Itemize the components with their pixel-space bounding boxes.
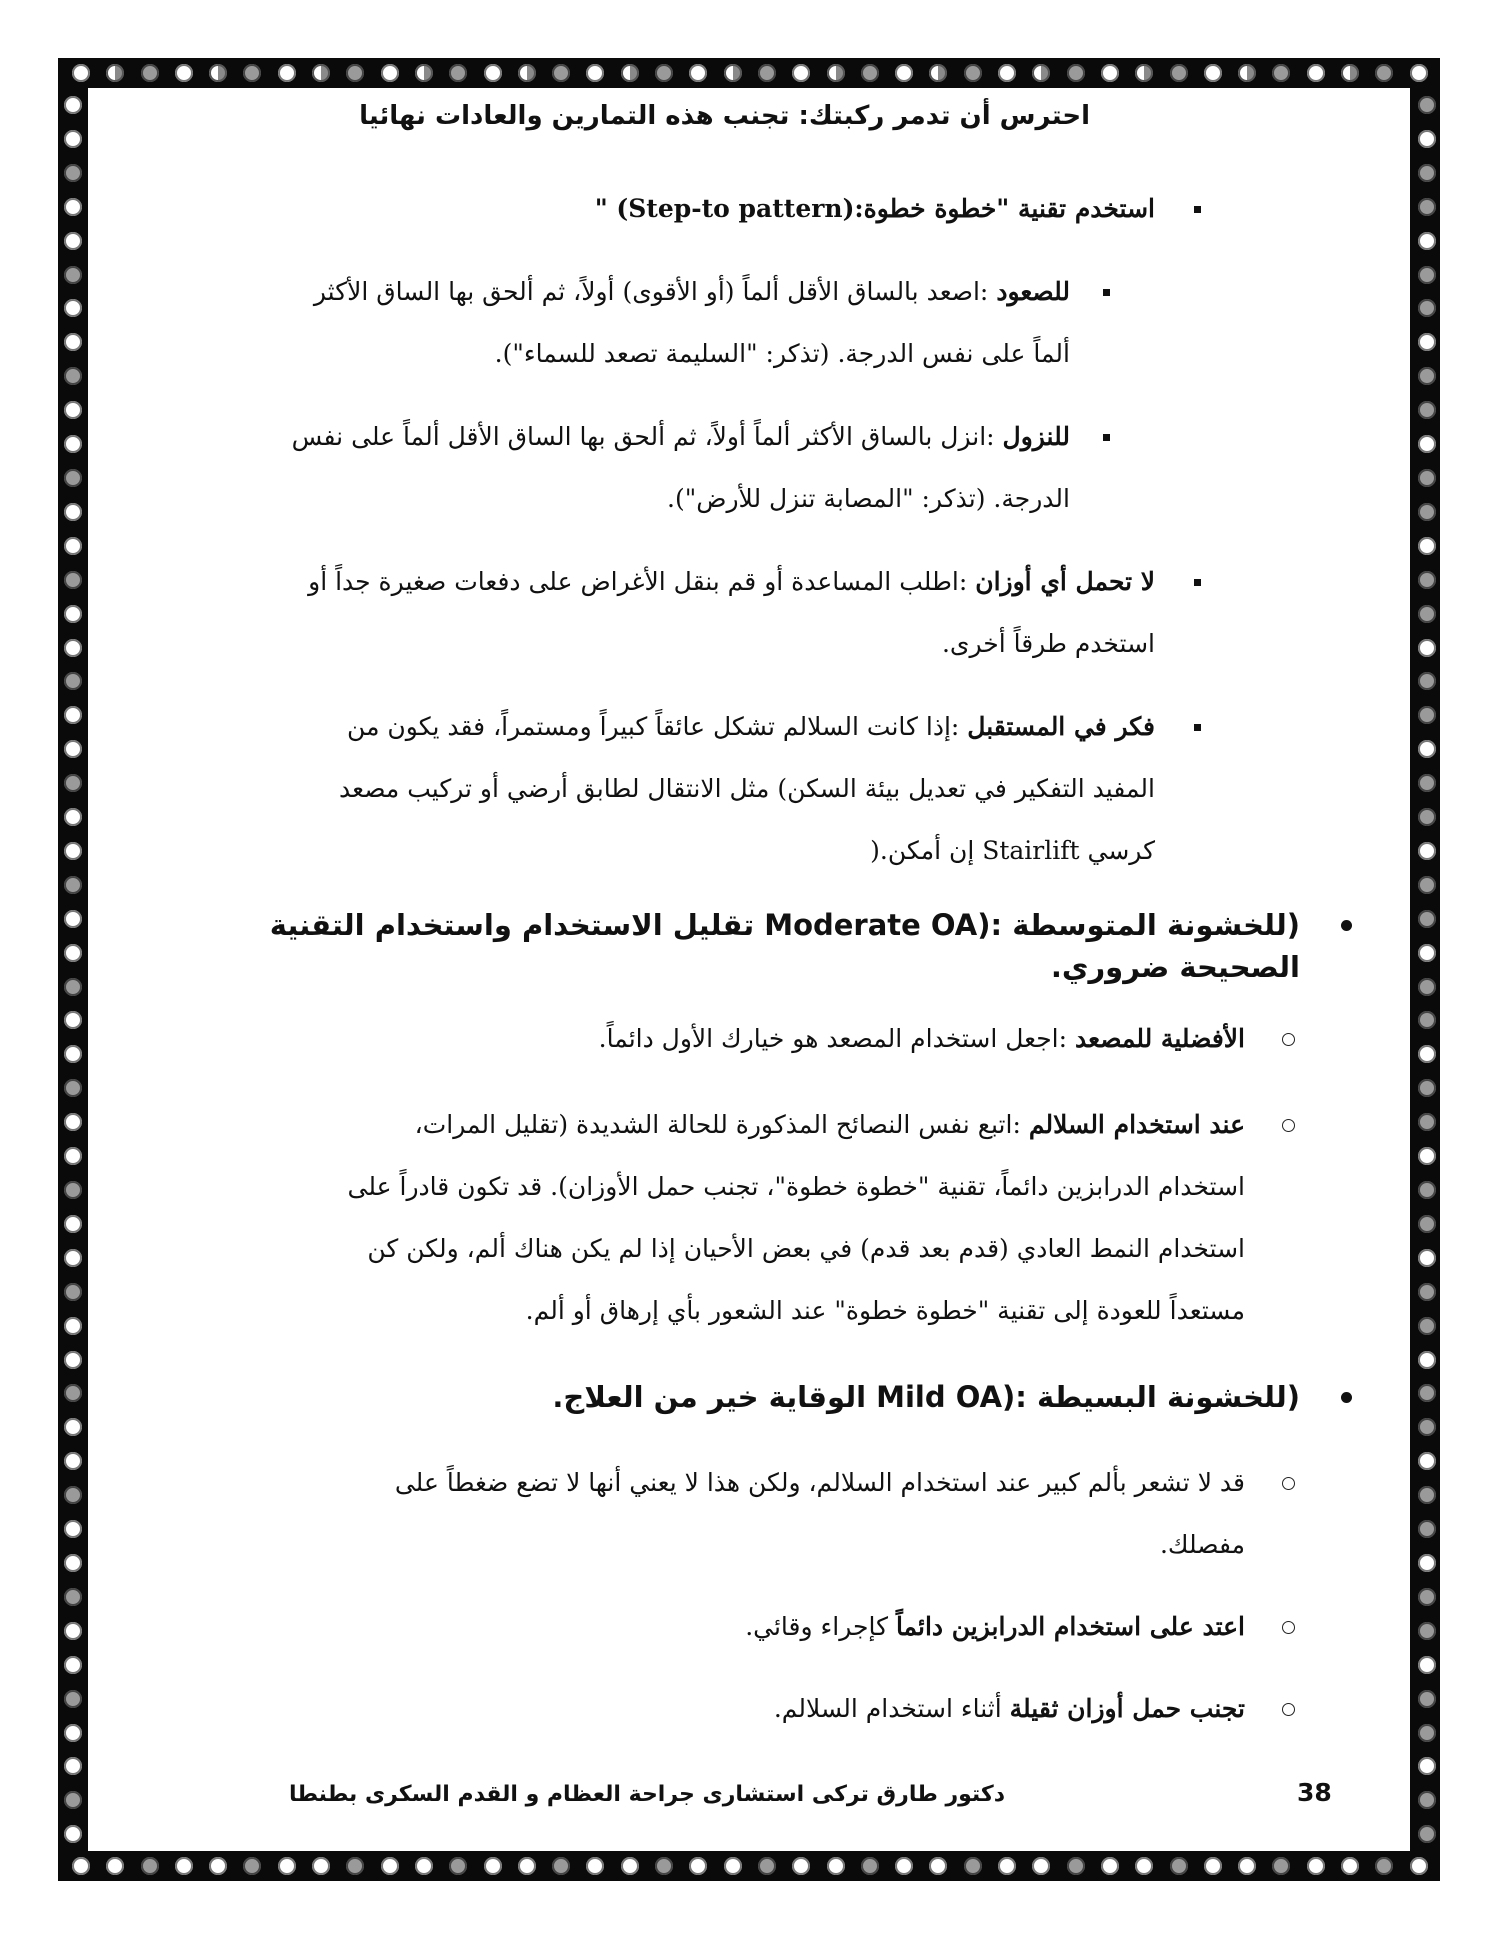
frame-dot-icon	[64, 910, 82, 928]
frame-dot-icon	[689, 64, 707, 82]
frame-dot-icon	[1204, 64, 1222, 82]
frame-dot-icon	[64, 605, 82, 623]
frame-dot-icon	[1418, 1418, 1436, 1436]
frame-dot-icon	[64, 842, 82, 860]
frame-dot-icon	[449, 64, 467, 82]
frame-dot-icon	[895, 64, 913, 82]
frame-dot-icon	[64, 198, 82, 216]
frame-dot-icon	[415, 1857, 433, 1875]
frame-dot-icon	[64, 876, 82, 894]
frame-dot-icon	[1418, 910, 1436, 928]
frame-dot-icon	[1418, 672, 1436, 690]
frame-dot-icon	[64, 639, 82, 657]
frame-dot-icon	[415, 64, 433, 82]
frame-dot-icon	[1418, 706, 1436, 724]
frame-dot-icon	[827, 1857, 845, 1875]
frame-dot-icon	[243, 1857, 261, 1875]
frame-dot-icon	[141, 1857, 159, 1875]
frame-dot-icon	[64, 266, 82, 284]
frame-dot-icon	[64, 1384, 82, 1402]
frame-dot-icon	[1418, 198, 1436, 216]
frame-dot-icon	[278, 64, 296, 82]
frame-dot-icon	[1418, 876, 1436, 894]
frame-dot-icon	[209, 1857, 227, 1875]
frame-dot-icon	[655, 64, 673, 82]
no-weights-text: :اطلب المساعدة أو قم بنقل الأغراض على دفعات صغيرة جداً أو استخدم طرقاً أخرى.	[308, 567, 1155, 658]
hollow-circle-bullet-icon	[1282, 1033, 1295, 1046]
frame-dot-icon	[552, 64, 570, 82]
frame-dot-icon	[1170, 64, 1188, 82]
frame-dot-icon	[312, 64, 330, 82]
frame-dot-icon	[64, 1147, 82, 1165]
frame-dot-icon	[64, 1283, 82, 1301]
frame-dot-icon	[64, 537, 82, 555]
frame-dot-icon	[449, 1857, 467, 1875]
frame-dot-icon	[64, 333, 82, 351]
frame-dot-icon	[1418, 537, 1436, 555]
frame-dot-icon	[64, 1554, 82, 1572]
frame-dots-bottom	[72, 1855, 1428, 1877]
mild-oa-heading	[260, 1376, 1300, 1418]
frame-dot-icon	[64, 1045, 82, 1063]
frame-dot-icon	[64, 1181, 82, 1199]
frame-dot-icon	[1418, 1113, 1436, 1131]
frame-dot-icon	[1418, 1554, 1436, 1572]
frame-dot-icon	[1418, 96, 1436, 114]
frame-dot-icon	[1238, 64, 1256, 82]
filled-circle-bullet-icon	[1341, 1392, 1352, 1403]
avoid-heavy-text: أثناء استخدام السلالم.	[773, 1694, 1010, 1723]
frame-dot-icon	[64, 469, 82, 487]
frame-dot-icon	[1238, 1857, 1256, 1875]
frame-dot-icon	[1418, 1011, 1436, 1029]
frame-dot-icon	[64, 1757, 82, 1775]
frame-dot-icon	[64, 1113, 82, 1131]
frame-dot-icon	[64, 1520, 82, 1538]
frame-dot-icon	[484, 1857, 502, 1875]
frame-dot-icon	[895, 1857, 913, 1875]
frame-dot-icon	[861, 64, 879, 82]
frame-dot-icon	[1418, 978, 1436, 996]
frame-dot-icon	[278, 1857, 296, 1875]
frame-dot-icon	[64, 1791, 82, 1809]
frame-dot-icon	[1135, 64, 1153, 82]
frame-dot-icon	[381, 64, 399, 82]
filled-circle-bullet-icon	[1341, 920, 1352, 931]
frame-dots-top	[72, 62, 1428, 84]
no-weights-item	[295, 551, 1155, 675]
frame-dot-icon	[724, 1857, 742, 1875]
elevator-pref-item	[345, 1008, 1245, 1070]
frame-dot-icon	[1418, 1588, 1436, 1606]
square-bullet-icon	[1103, 289, 1110, 296]
step-to-text: استخدم تقنية "خطوة خطوة:(Step-to pattern) "	[594, 194, 1155, 223]
climbing-lead: للصعود	[996, 277, 1070, 306]
frame-dot-icon	[1418, 503, 1436, 521]
frame-dot-icon	[64, 164, 82, 182]
frame-dot-icon	[1418, 299, 1436, 317]
frame-dot-icon	[1375, 1857, 1393, 1875]
frame-dot-icon	[106, 64, 124, 82]
frame-dot-icon	[1418, 808, 1436, 826]
frame-dot-icon	[929, 64, 947, 82]
frame-dot-icon	[1170, 1857, 1188, 1875]
mild-no-pain-text: قد لا تشعر بألم كبير عند استخدام السلالم، ولكن هذا لا يعني أنها لا تضع ضغطاً على مفصلك.	[394, 1468, 1245, 1559]
frame-dot-icon	[724, 64, 742, 82]
frame-dot-icon	[64, 1418, 82, 1436]
frame-dot-icon	[1272, 1857, 1290, 1875]
frame-dot-icon	[64, 978, 82, 996]
frame-dot-icon	[64, 672, 82, 690]
frame-dot-icon	[552, 1857, 570, 1875]
frame-dot-icon	[518, 1857, 536, 1875]
hollow-circle-bullet-icon	[1282, 1621, 1295, 1634]
frame-dot-icon	[1135, 1857, 1153, 1875]
frame-dot-icon	[64, 1011, 82, 1029]
frame-dot-icon	[621, 64, 639, 82]
frame-dot-icon	[1418, 740, 1436, 758]
frame-dot-icon	[1418, 1825, 1436, 1843]
climbing-item	[290, 261, 1070, 385]
frame-dot-icon	[1418, 1486, 1436, 1504]
frame-dot-icon	[64, 1452, 82, 1470]
descending-item	[220, 406, 1070, 530]
frame-dot-icon	[758, 64, 776, 82]
frame-dot-icon	[998, 64, 1016, 82]
frame-dot-icon	[1418, 1724, 1436, 1742]
frame-dot-icon	[1418, 1452, 1436, 1470]
step-to-item	[375, 178, 1155, 240]
page-content	[175, 96, 1360, 1836]
frame-dot-icon	[64, 1724, 82, 1742]
frame-dot-icon	[64, 232, 82, 250]
frame-dot-icon	[964, 64, 982, 82]
frame-dot-icon	[175, 64, 193, 82]
frame-dot-icon	[1032, 1857, 1050, 1875]
frame-dot-icon	[64, 1317, 82, 1335]
page-title: احترس أن تدمر ركبتك: تجنب هذه التمارين والعادات نهائيا	[359, 101, 1090, 131]
frame-dot-icon	[346, 64, 364, 82]
frame-dot-icon	[1418, 1757, 1436, 1775]
frame-dot-icon	[621, 1857, 639, 1875]
square-bullet-icon	[1194, 206, 1201, 213]
frame-dot-icon	[64, 774, 82, 792]
frame-dot-icon	[64, 1486, 82, 1504]
frame-dot-icon	[64, 1656, 82, 1674]
frame-dot-icon	[586, 64, 604, 82]
frame-dot-icon	[381, 1857, 399, 1875]
frame-dot-icon	[64, 1215, 82, 1233]
frame-dot-icon	[1418, 605, 1436, 623]
railing-text: كإجراء وقائي.	[745, 1612, 896, 1641]
frame-dot-icon	[1341, 64, 1359, 82]
frame-dot-icon	[64, 299, 82, 317]
frame-dot-icon	[64, 944, 82, 962]
page-number: 38	[1297, 1778, 1332, 1807]
future-lead: فكر في المستقبل	[967, 712, 1155, 741]
frame-dot-icon	[689, 1857, 707, 1875]
avoid-heavy-item	[345, 1678, 1245, 1740]
frame-dot-icon	[1341, 1857, 1359, 1875]
future-text: :إذا كانت السلالم تشكل عائقاً كبيراً ومستمراً، فقد يكون من المفيد التفكير في تعديل بيئة السكن) مثل الانتقال لطابق أرضي أو تركيب مصعد كرسي Stairlift إن أمكن.(	[339, 712, 1155, 865]
frame-dot-icon	[792, 64, 810, 82]
frame-dot-icon	[1067, 64, 1085, 82]
frame-dot-icon	[1101, 64, 1119, 82]
frame-dot-icon	[1418, 1045, 1436, 1063]
frame-dot-icon	[64, 571, 82, 589]
frame-dot-icon	[1418, 1384, 1436, 1402]
hollow-circle-bullet-icon	[1282, 1119, 1295, 1132]
frame-dot-icon	[64, 706, 82, 724]
frame-dot-icon	[655, 1857, 673, 1875]
climbing-text: :اصعد بالساق الأقل ألماً (أو الأقوى) أولاً، ثم ألحق بها الساق الأكثر ألماً على نفس الدرجة. (تذكر: "السليمة تصعد للسماء").	[313, 277, 1070, 368]
frame-dot-icon	[1418, 1249, 1436, 1267]
frame-dot-icon	[1418, 401, 1436, 419]
railing-item	[345, 1596, 1245, 1658]
frame-dot-icon	[1418, 1690, 1436, 1708]
frame-dot-icon	[64, 1690, 82, 1708]
frame-dot-icon	[346, 1857, 364, 1875]
frame-dot-icon	[1418, 1622, 1436, 1640]
frame-dot-icon	[1418, 232, 1436, 250]
frame-dot-icon	[1204, 1857, 1222, 1875]
frame-dot-icon	[1418, 1520, 1436, 1538]
mild-no-pain-item	[345, 1452, 1245, 1576]
frame-dot-icon	[1418, 944, 1436, 962]
frame-dot-icon	[1101, 1857, 1119, 1875]
frame-dot-icon	[141, 64, 159, 82]
frame-dot-icon	[1418, 1079, 1436, 1097]
frame-dot-icon	[792, 1857, 810, 1875]
frame-dot-icon	[72, 64, 90, 82]
frame-dot-icon	[1410, 64, 1428, 82]
frame-dot-icon	[1418, 1791, 1436, 1809]
frame-dot-icon	[1418, 1215, 1436, 1233]
descending-text: :انزل بالساق الأكثر ألماً أولاً، ثم ألحق بها الساق الأقل ألماً على نفس الدرجة. (تذكر: "المصابة تنزل للأرض").	[291, 422, 1070, 513]
frame-dot-icon	[64, 1351, 82, 1369]
frame-dot-icon	[1418, 1317, 1436, 1335]
frame-dot-icon	[1418, 164, 1436, 182]
frame-dot-icon	[1272, 64, 1290, 82]
frame-dot-icon	[64, 367, 82, 385]
elevator-pref-text: :اجعل استخدام المصعد هو خيارك الأول دائماً.	[598, 1024, 1076, 1053]
footer-author: دكتور طارق تركى استشارى جراحة العظام و القدم السكرى بطنطا	[288, 1782, 1005, 1807]
frame-dot-icon	[243, 64, 261, 82]
frame-dot-icon	[312, 1857, 330, 1875]
frame-dots-left	[62, 96, 84, 1844]
frame-dot-icon	[1032, 64, 1050, 82]
frame-dot-icon	[175, 1857, 193, 1875]
frame-dot-icon	[1418, 1147, 1436, 1165]
frame-dot-icon	[106, 1857, 124, 1875]
frame-dot-icon	[518, 64, 536, 82]
frame-dot-icon	[1418, 1351, 1436, 1369]
frame-dot-icon	[1418, 1181, 1436, 1199]
frame-dot-icon	[64, 435, 82, 453]
future-item	[315, 696, 1155, 882]
frame-dot-icon	[1418, 367, 1436, 385]
elevator-pref-lead: الأفضلية للمصعد	[1075, 1024, 1245, 1053]
frame-dot-icon	[64, 1588, 82, 1606]
moderate-oa-heading	[260, 904, 1300, 988]
frame-dot-icon	[1418, 333, 1436, 351]
frame-dot-icon	[1418, 469, 1436, 487]
frame-dot-icon	[586, 1857, 604, 1875]
frame-dot-icon	[827, 64, 845, 82]
frame-dot-icon	[964, 1857, 982, 1875]
when-stairs-lead: عند استخدام السلالم	[1028, 1110, 1245, 1139]
frame-dot-icon	[1418, 130, 1436, 148]
no-weights-lead: لا تحمل أي أوزان	[975, 567, 1155, 596]
frame-dot-icon	[64, 130, 82, 148]
when-stairs-item	[345, 1094, 1245, 1342]
frame-dot-icon	[72, 1857, 90, 1875]
railing-lead: اعتد على استخدام الدرابزين دائماً	[895, 1612, 1245, 1641]
frame-dot-icon	[1067, 1857, 1085, 1875]
avoid-heavy-lead: تجنب حمل أوزان ثقيلة	[1009, 1694, 1245, 1723]
frame-dot-icon	[64, 1622, 82, 1640]
frame-dot-icon	[209, 64, 227, 82]
square-bullet-icon	[1194, 724, 1201, 731]
frame-dot-icon	[1375, 64, 1393, 82]
square-bullet-icon	[1103, 434, 1110, 441]
frame-dot-icon	[64, 740, 82, 758]
frame-dot-icon	[1418, 842, 1436, 860]
hollow-circle-bullet-icon	[1282, 1477, 1295, 1490]
frame-dot-icon	[64, 1825, 82, 1843]
mild-oa-heading-text: (للخشونة البسيطة :(Mild OA الوقاية خير من العلاج.	[552, 1380, 1300, 1414]
moderate-oa-heading-text: (للخشونة المتوسطة :(Moderate OA تقليل الاستخدام واستخدام التقنية الصحيحة ضروري.	[269, 908, 1300, 984]
frame-dot-icon	[64, 1249, 82, 1267]
frame-dot-icon	[1418, 1283, 1436, 1301]
frame-dot-icon	[758, 1857, 776, 1875]
when-stairs-text: :اتبع نفس النصائح المذكورة للحالة الشديدة (تقليل المرات، استخدام الدرابزين دائماً، تقنية "خطوة خطوة"، تجنب حمل الأوزان). قد تكون قادراً على استخدام النمط العادي (قدم بعد قدم) في بعض الأحيان إذا لم يكن هناك ألم، ولكن كن مستعداً للعودة إلى تقنية "خطوة خطوة" عند الشعور بأي إرهاق أو ألم.	[347, 1110, 1245, 1325]
frame-dot-icon	[998, 1857, 1016, 1875]
descending-lead: للنزول	[1002, 422, 1070, 451]
frame-dot-icon	[1418, 774, 1436, 792]
frame-dot-icon	[861, 1857, 879, 1875]
frame-dot-icon	[484, 64, 502, 82]
frame-dot-icon	[1418, 435, 1436, 453]
frame-dot-icon	[1418, 1656, 1436, 1674]
frame-dots-right	[1416, 96, 1438, 1844]
hollow-circle-bullet-icon	[1282, 1703, 1295, 1716]
square-bullet-icon	[1194, 579, 1201, 586]
frame-dot-icon	[1307, 64, 1325, 82]
frame-dot-icon	[64, 808, 82, 826]
frame-dot-icon	[64, 503, 82, 521]
frame-dot-icon	[1418, 571, 1436, 589]
frame-dot-icon	[929, 1857, 947, 1875]
frame-dot-icon	[1307, 1857, 1325, 1875]
frame-dot-icon	[1418, 639, 1436, 657]
frame-dot-icon	[64, 96, 82, 114]
frame-dot-icon	[1410, 1857, 1428, 1875]
frame-dot-icon	[1418, 266, 1436, 284]
frame-dot-icon	[64, 1079, 82, 1097]
frame-dot-icon	[64, 401, 82, 419]
